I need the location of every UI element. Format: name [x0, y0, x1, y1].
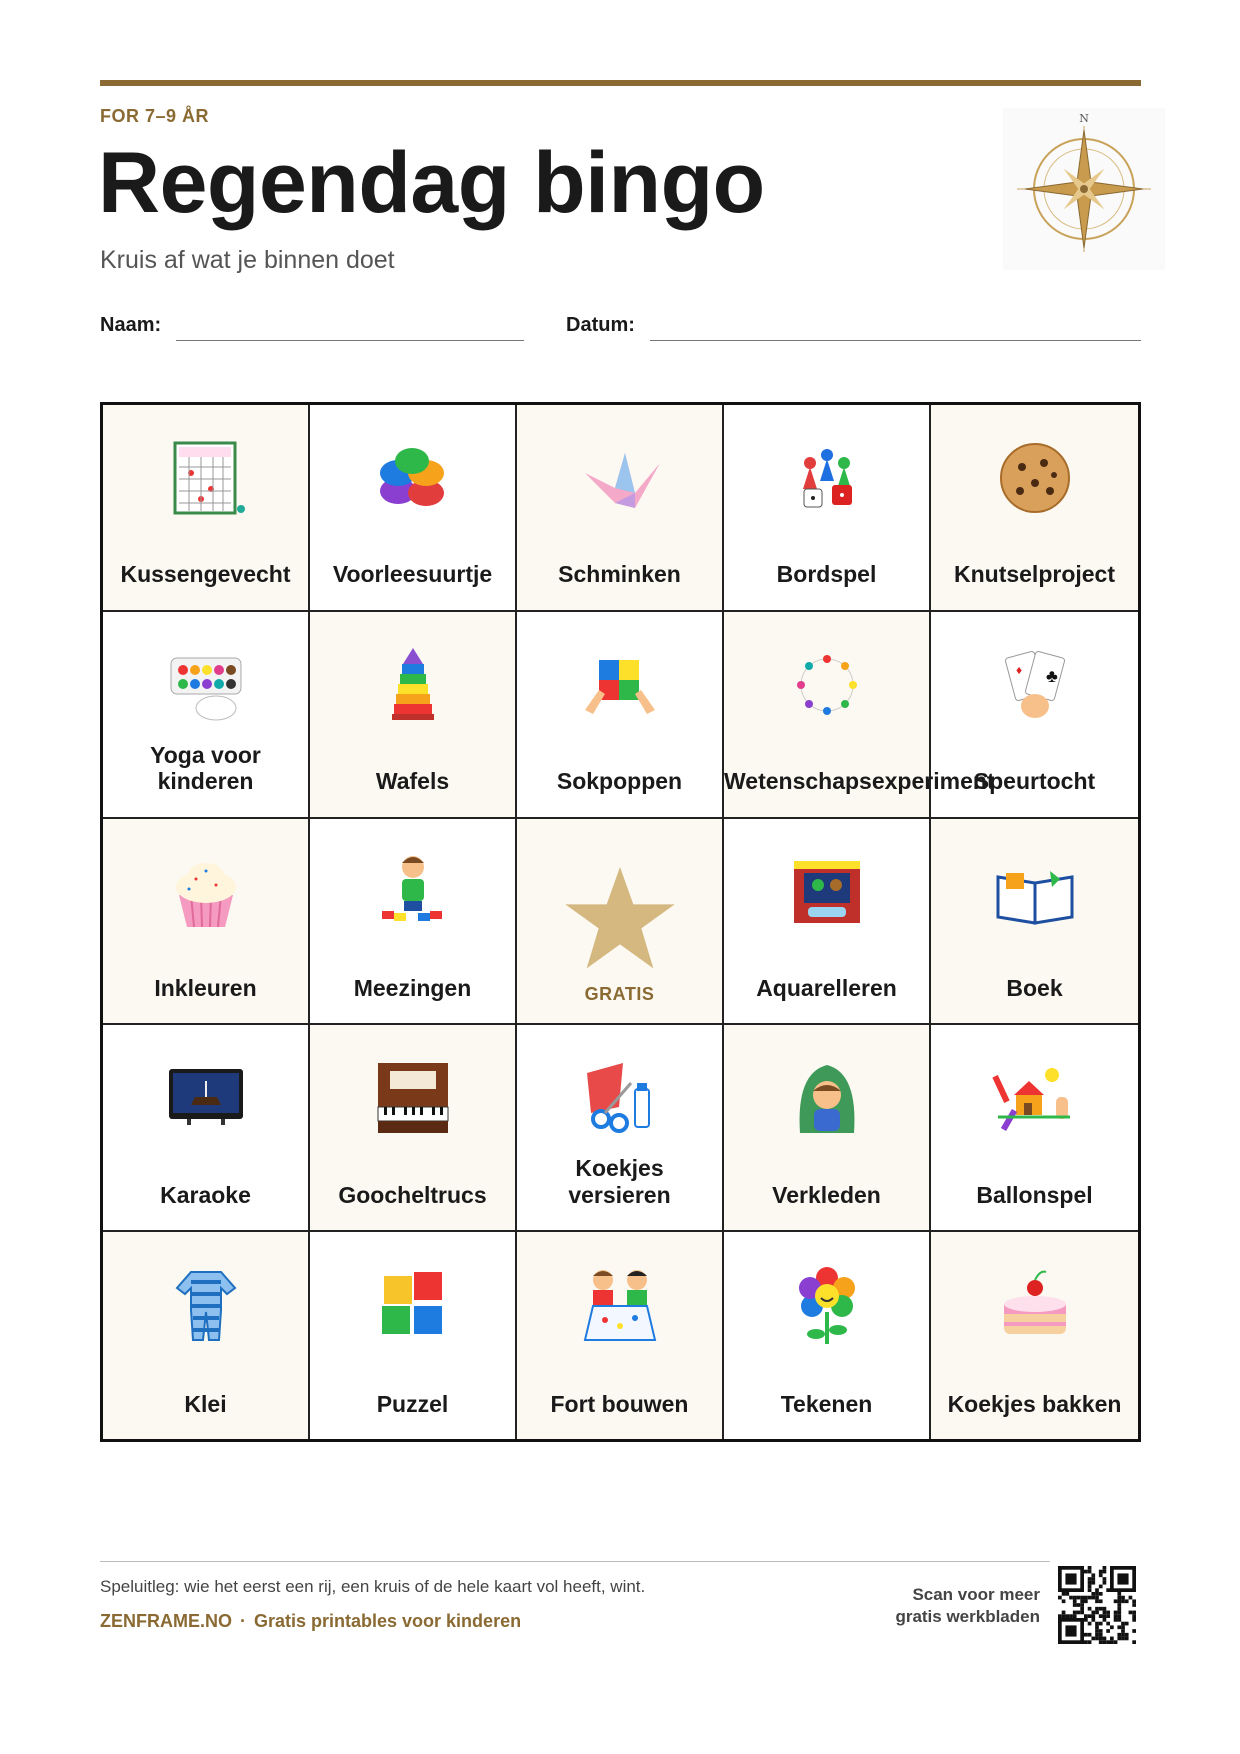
bingo-cell[interactable] — [103, 405, 310, 612]
puppet-theater-icon — [782, 847, 872, 937]
brand-separator: · — [240, 1611, 246, 1631]
bingo-cell[interactable] — [310, 819, 517, 1026]
stacking-rings-icon — [368, 640, 458, 730]
cupcake-icon — [161, 847, 251, 937]
bingo-cell-label: Yoga voor kinderen — [150, 741, 261, 795]
bingo-grid — [100, 402, 1141, 1442]
bingo-cell[interactable] — [724, 612, 995, 819]
page-title: Regendag bingo — [98, 135, 765, 231]
bingo-cell[interactable] — [517, 612, 724, 819]
crayon-drawing-icon — [990, 1053, 1080, 1143]
name-label: Naam: — [100, 314, 162, 336]
smiling-flower-icon — [782, 1260, 872, 1350]
bingo-cell-label: Goocheltrucs — [338, 1181, 487, 1208]
cookie-icon — [990, 433, 1080, 523]
scissors-glue-icon — [575, 1053, 665, 1143]
bingo-cell-label: Kussengevecht — [120, 561, 291, 588]
bingo-cell[interactable] — [310, 1232, 517, 1439]
jigsaw-pieces-icon — [368, 1260, 458, 1350]
pajamas-icon — [161, 1260, 251, 1350]
brand-tagline: Gratis printables voor kinderen — [254, 1611, 522, 1631]
play-dough-icon — [368, 433, 458, 523]
age-label: FOR 7–9 ÅR — [100, 106, 210, 126]
scan-line-2: gratis werkbladen — [895, 1607, 1040, 1627]
svg-text:♦: ♦ — [1015, 662, 1022, 677]
bingo-cell-label: Puzzel — [376, 1390, 449, 1417]
child-blanket-icon — [782, 1053, 872, 1143]
bingo-cell[interactable] — [724, 405, 931, 612]
bingo-cell[interactable] — [103, 819, 310, 1026]
bingo-cell-label: Meezingen — [353, 974, 472, 1001]
qr-code-icon[interactable] — [1058, 1566, 1136, 1644]
compass-north-label: N — [1079, 112, 1089, 125]
bingo-cell-label: Bordspel — [776, 561, 877, 588]
game-rules: Speluitleg: wie het eerst een rij, een kruis of de hele kaart vol heeft, wint. — [100, 1577, 646, 1596]
date-label: Datum: — [566, 314, 635, 336]
piano-icon — [368, 1053, 458, 1143]
bead-bracelet-icon — [782, 640, 872, 730]
puzzle-hands-icon — [575, 640, 665, 730]
bingo-cell-free[interactable] — [517, 819, 724, 1026]
bingo-cell[interactable] — [724, 819, 931, 1026]
bingo-card-icon — [161, 433, 251, 523]
scan-text — [895, 1584, 1040, 1628]
bingo-cell[interactable] — [931, 819, 1138, 1026]
child-building-blocks-icon — [368, 847, 458, 937]
scan-line-1: Scan voor meer — [912, 1585, 1040, 1604]
bingo-cell-label: Ballonspel — [976, 1181, 1093, 1208]
bingo-cell-label: Klei — [184, 1390, 227, 1417]
bingo-cell[interactable] — [931, 405, 1138, 612]
compass-icon — [1003, 108, 1165, 270]
bingo-cell-label: Wetenschapsexperiment — [724, 768, 995, 795]
bingo-cell-label: Koekjes versieren — [568, 1155, 671, 1208]
bingo-cell[interactable] — [517, 1232, 724, 1439]
svg-text:♣: ♣ — [1045, 665, 1058, 686]
bingo-cell-label: Inkleuren — [154, 974, 257, 1001]
top-rule — [100, 80, 1141, 86]
bingo-cell-label: Tekenen — [780, 1390, 873, 1417]
bingo-cell[interactable] — [517, 405, 724, 612]
star-icon — [560, 859, 680, 979]
footer-brand — [100, 1611, 521, 1632]
playing-cards-icon — [990, 640, 1080, 730]
board-game-pawns-icon — [782, 433, 872, 523]
bingo-cell[interactable] — [724, 1232, 931, 1439]
bingo-cell[interactable] — [310, 405, 517, 612]
bingo-cell-label: Boek — [1006, 974, 1063, 1001]
bingo-cell[interactable] — [103, 1232, 310, 1439]
bingo-cell[interactable] — [103, 612, 310, 819]
open-book-icon — [990, 847, 1080, 937]
brand-link[interactable]: ZENFRAME.NO — [100, 1611, 232, 1631]
bingo-cell[interactable] — [103, 1025, 310, 1232]
bingo-cell-label: Schminken — [558, 561, 681, 588]
footer-rule — [100, 1561, 1050, 1562]
bingo-cell[interactable] — [310, 1025, 517, 1232]
name-field[interactable] — [176, 340, 524, 341]
cake-icon — [990, 1260, 1080, 1350]
origami-crane-icon — [575, 433, 665, 523]
date-field[interactable] — [650, 340, 1141, 341]
kids-board-game-icon — [575, 1260, 665, 1350]
tv-movie-icon — [161, 1053, 251, 1143]
bingo-cell[interactable] — [931, 1232, 1138, 1439]
bingo-cell-label: Voorleesuurtje — [332, 561, 493, 588]
bingo-cell-label: Fort bouwen — [550, 1390, 689, 1417]
bingo-cell[interactable] — [931, 1025, 1138, 1232]
bingo-cell[interactable] — [310, 612, 517, 819]
bingo-cell-label: Knutselproject — [953, 561, 1116, 588]
bingo-cell-label: Speurtocht — [973, 768, 1096, 795]
bingo-cell-label: Karaoke — [160, 1181, 251, 1208]
bingo-cell[interactable] — [517, 1025, 724, 1232]
paint-palette-icon — [161, 640, 251, 730]
bingo-cell-label: Verkleden — [772, 1181, 881, 1208]
bingo-cell[interactable] — [931, 612, 1138, 819]
bingo-cell[interactable] — [724, 1025, 931, 1232]
page-subtitle: Kruis af wat je binnen doet — [100, 246, 395, 274]
bingo-cell-label: Koekjes bakken — [947, 1390, 1122, 1417]
bingo-cell-label: Wafels — [375, 768, 450, 795]
bingo-cell-label: Sokpoppen — [556, 768, 683, 795]
bingo-cell-label: Aquarelleren — [756, 974, 897, 1001]
free-space-label: GRATIS — [584, 984, 655, 1005]
